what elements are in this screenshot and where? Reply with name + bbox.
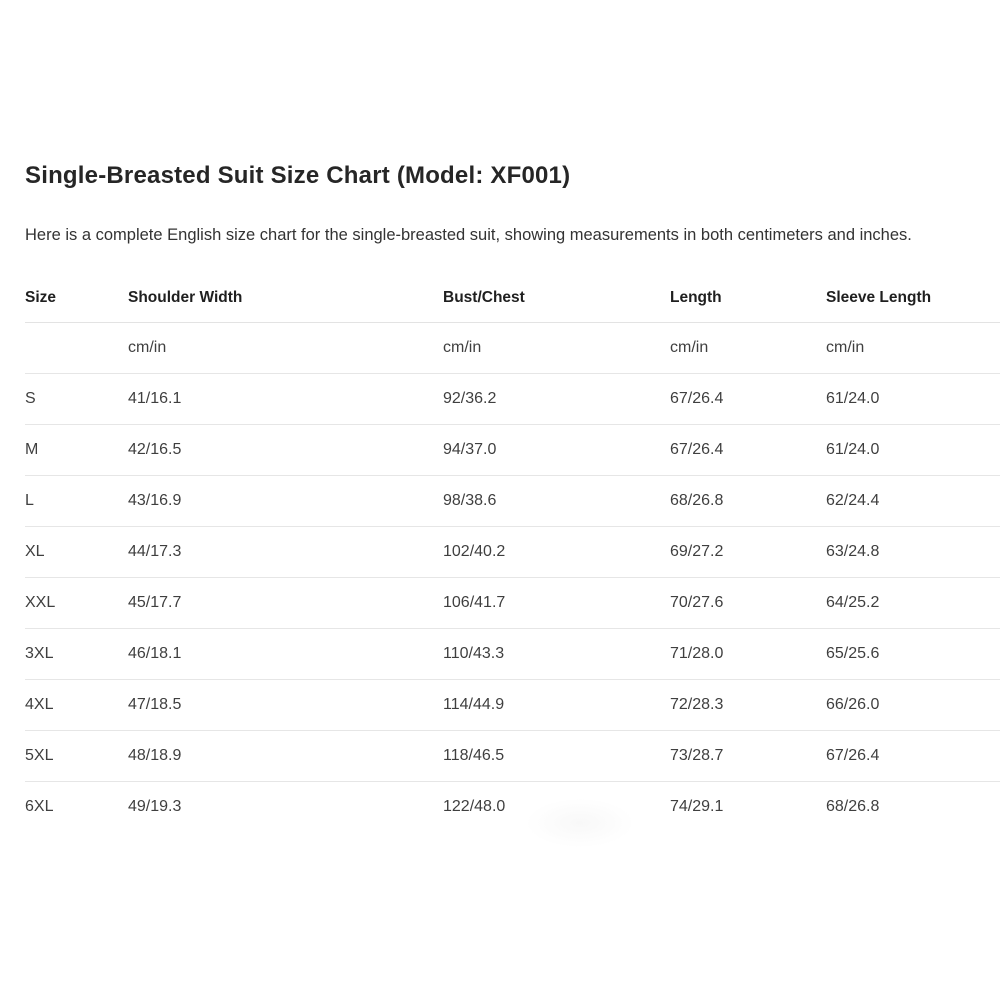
shoulder-width-cell: 45/17.7 <box>128 578 443 629</box>
bust-chest-cell: 98/38.6 <box>443 476 670 527</box>
header-row <box>25 277 1000 323</box>
size-cell: L <box>25 476 128 527</box>
length-cell: 74/29.1 <box>670 798 724 816</box>
size-cell: M <box>25 425 128 476</box>
unit-cell: cm/in <box>826 323 1000 374</box>
bust-chest-cell: 94/37.0 <box>443 425 670 476</box>
column-header-sleeve-length: Sleeve Length <box>826 277 1000 323</box>
table-row <box>25 476 1000 527</box>
shoulder-width-cell: 46/18.1 <box>128 629 443 680</box>
length-cell: 69/27.2 <box>670 527 826 578</box>
sleeve-length-cell: 67/26.4 <box>826 731 1000 782</box>
page-title: Single-Breasted Suit Size Chart (Model: XF001) <box>25 162 571 189</box>
shoulder-width-cell: 47/18.5 <box>128 680 443 731</box>
length-cell: 67/26.4 <box>670 374 826 425</box>
shoulder-width-cell: 42/16.5 <box>128 425 443 476</box>
table-row <box>25 680 1000 731</box>
shoulder-width-cell: 43/16.9 <box>128 476 443 527</box>
bust-chest-cell: 114/44.9 <box>443 680 670 731</box>
shoulder-width-cell: 49/19.3 <box>128 798 182 816</box>
bust-chest-cell: 92/36.2 <box>443 374 670 425</box>
size-chart-table <box>25 277 1000 833</box>
sleeve-length-cell: 61/24.0 <box>826 374 1000 425</box>
bust-chest-cell: 102/40.2 <box>443 527 670 578</box>
size-cell: XL <box>25 527 128 578</box>
bust-chest-cell: 110/43.3 <box>443 629 670 680</box>
bust-chest-cell: 122/48.0 <box>443 798 506 816</box>
table-row <box>25 578 1000 629</box>
length-cell: 71/28.0 <box>670 629 826 680</box>
unit-cell: cm/in <box>443 323 670 374</box>
size-cell: XXL <box>25 578 128 629</box>
unit-row <box>25 323 1000 374</box>
size-cell: 3XL <box>25 629 128 680</box>
bust-chest-cell: 118/46.5 <box>443 731 670 782</box>
column-header-shoulder-width: Shoulder Width <box>128 277 443 323</box>
table-row <box>25 527 1000 578</box>
table-row <box>25 374 1000 425</box>
sleeve-length-cell: 62/24.4 <box>826 476 1000 527</box>
page-description: Here is a complete English size chart for the single-breasted suit, showing measurements in both centimeters and inches. <box>25 226 912 244</box>
bust-chest-cell: 106/41.7 <box>443 578 670 629</box>
sleeve-length-cell: 65/25.6 <box>826 629 1000 680</box>
size-cell: 4XL <box>25 680 128 731</box>
size-cell: 5XL <box>25 731 128 782</box>
table-row <box>25 731 1000 782</box>
sleeve-length-cell: 68/26.8 <box>826 798 880 816</box>
sleeve-length-cell: 61/24.0 <box>826 425 1000 476</box>
unit-cell: cm/in <box>670 323 826 374</box>
shoulder-width-cell: 44/17.3 <box>128 527 443 578</box>
length-cell: 73/28.7 <box>670 731 826 782</box>
length-cell: 68/26.8 <box>670 476 826 527</box>
shoulder-width-cell: 48/18.9 <box>128 731 443 782</box>
table-row <box>25 782 1000 833</box>
length-cell: 70/27.6 <box>670 578 826 629</box>
length-cell: 67/26.4 <box>670 425 826 476</box>
size-cell: S <box>25 374 128 425</box>
table-row <box>25 629 1000 680</box>
sleeve-length-cell: 64/25.2 <box>826 578 1000 629</box>
shoulder-width-cell: 41/16.1 <box>128 374 443 425</box>
sleeve-length-cell: 63/24.8 <box>826 527 1000 578</box>
table-row <box>25 425 1000 476</box>
unit-cell: cm/in <box>128 323 443 374</box>
sleeve-length-cell: 66/26.0 <box>826 680 1000 731</box>
column-header-bust-chest: Bust/Chest <box>443 277 670 323</box>
column-header-length: Length <box>670 277 826 323</box>
size-cell: 6XL <box>25 798 54 816</box>
length-cell: 72/28.3 <box>670 680 826 731</box>
column-header-size: Size <box>25 277 128 323</box>
unit-cell <box>25 323 128 374</box>
